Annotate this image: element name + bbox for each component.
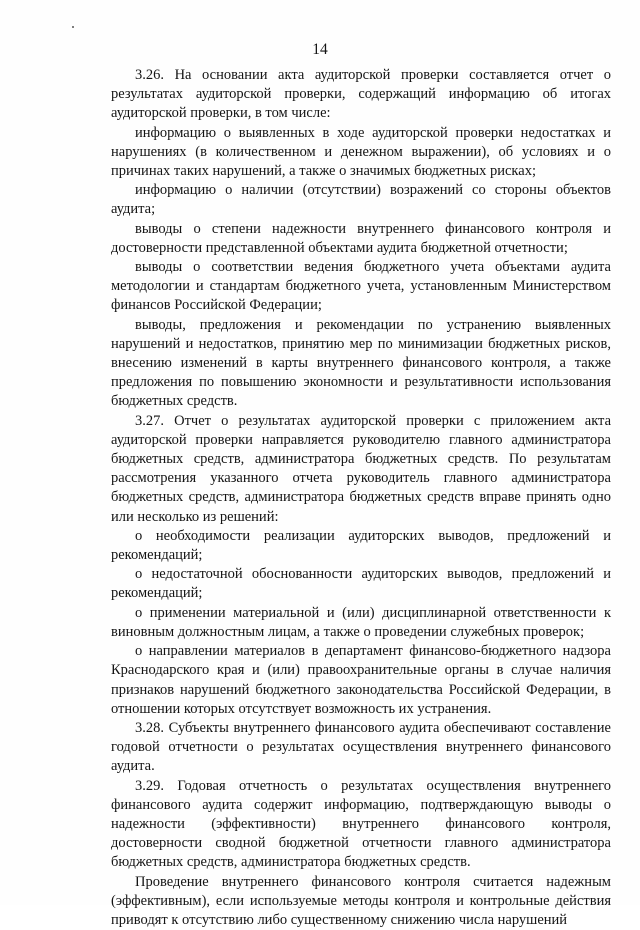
paragraph-3-28: 3.28. Субъекты внутреннего финансового аудита обеспечивают составление годовой отчетности о результатах осуществления внутреннего финансового аудита. [111,719,611,775]
decision-refer-materials: о направлении материалов в департамент финансово-бюджетного надзора Краснодарского края и (или) правоохранительные органы в случае наличия признаков нарушений бюджетного законодательства Российской Федерации, в отношении которых отсутствует возможность их устранения. [111,643,611,717]
list-item-recommendations: выводы, предложения и рекомендации по устранению выявленных нарушений и недостатков, принятию мер по минимизации бюджетных рисков, внесению изменений в карты внутреннего финансового контроля, а также предложения по повышению экономности и результативности использования бюджетных средств. [111,316,611,410]
paragraph-control-reliability: Проведение внутреннего финансового контроля считается надежным (эффективным), если используемые методы контроля и контрольные действия приводят к отсутствию либо существенному снижению числа нарушений [111,873,611,928]
paragraph-3-29: 3.29. Годовая отчетность о результатах осуществления внутреннего финансового аудита содержит информацию, подтверждающую выводы о надежности (эффективности) внутреннего финансового контроля, достоверности сводной бюджетной отчетности главного администратора бюджетных средств, администратора бюджетных средств. [111,777,611,871]
list-item-objections-info: информацию о наличии (отсутствии) возражений со стороны объектов аудита; [111,182,611,218]
list-item-control-reliability: выводы о степени надежности внутреннего финансового контроля и достоверности представленной объектами аудита бюджетной отчетности; [111,220,611,256]
paragraph-3-26: 3.26. На основании акта аудиторской проверки составляется отчет о результатах аудиторской проверки, содержащий информацию об итогах аудиторской проверки, в том числе: [111,67,611,122]
decision-implement-findings: о необходимости реализации аудиторских выводов, предложений и рекомендаций; [111,527,611,564]
list-item-accounting-compliance: выводы о соответствии ведения бюджетного учета объектами аудита методологии и стандартам бюджетного учета, установленным Министерством финансов Российской Федерации; [111,259,611,314]
list-item-violations-info: информацию о выявленных в ходе аудиторской проверки недостатках и нарушениях (в количественном и денежном выражении), об условиях и о причинах таких нарушений, а также о значимых бюджетных рисках; [111,124,611,180]
page-number: 14 [312,41,328,58]
document-body [111,66,611,930]
decision-disciplinary-liability: о применении материальной и (или) дисциплинарной ответственности к виновным должностным лицам, а также о проведении служебных проверок; [111,604,611,640]
decision-insufficient-grounds: о недостаточной обоснованности аудиторских выводов, предложений и рекомендаций; [111,566,611,602]
paragraph-3-27: 3.27. Отчет о результатах аудиторской проверки с приложением акта аудиторской проверки направляется руководителю главного администратора бюджетных средств, администратора бюджетных средств. По результатам рассмотрения указанного отчета руководитель главного администратора бюджетных средств, администратора бюджетных средств вправе принять одно или несколько из решений: [111,412,611,525]
scan-speck [72,26,74,28]
